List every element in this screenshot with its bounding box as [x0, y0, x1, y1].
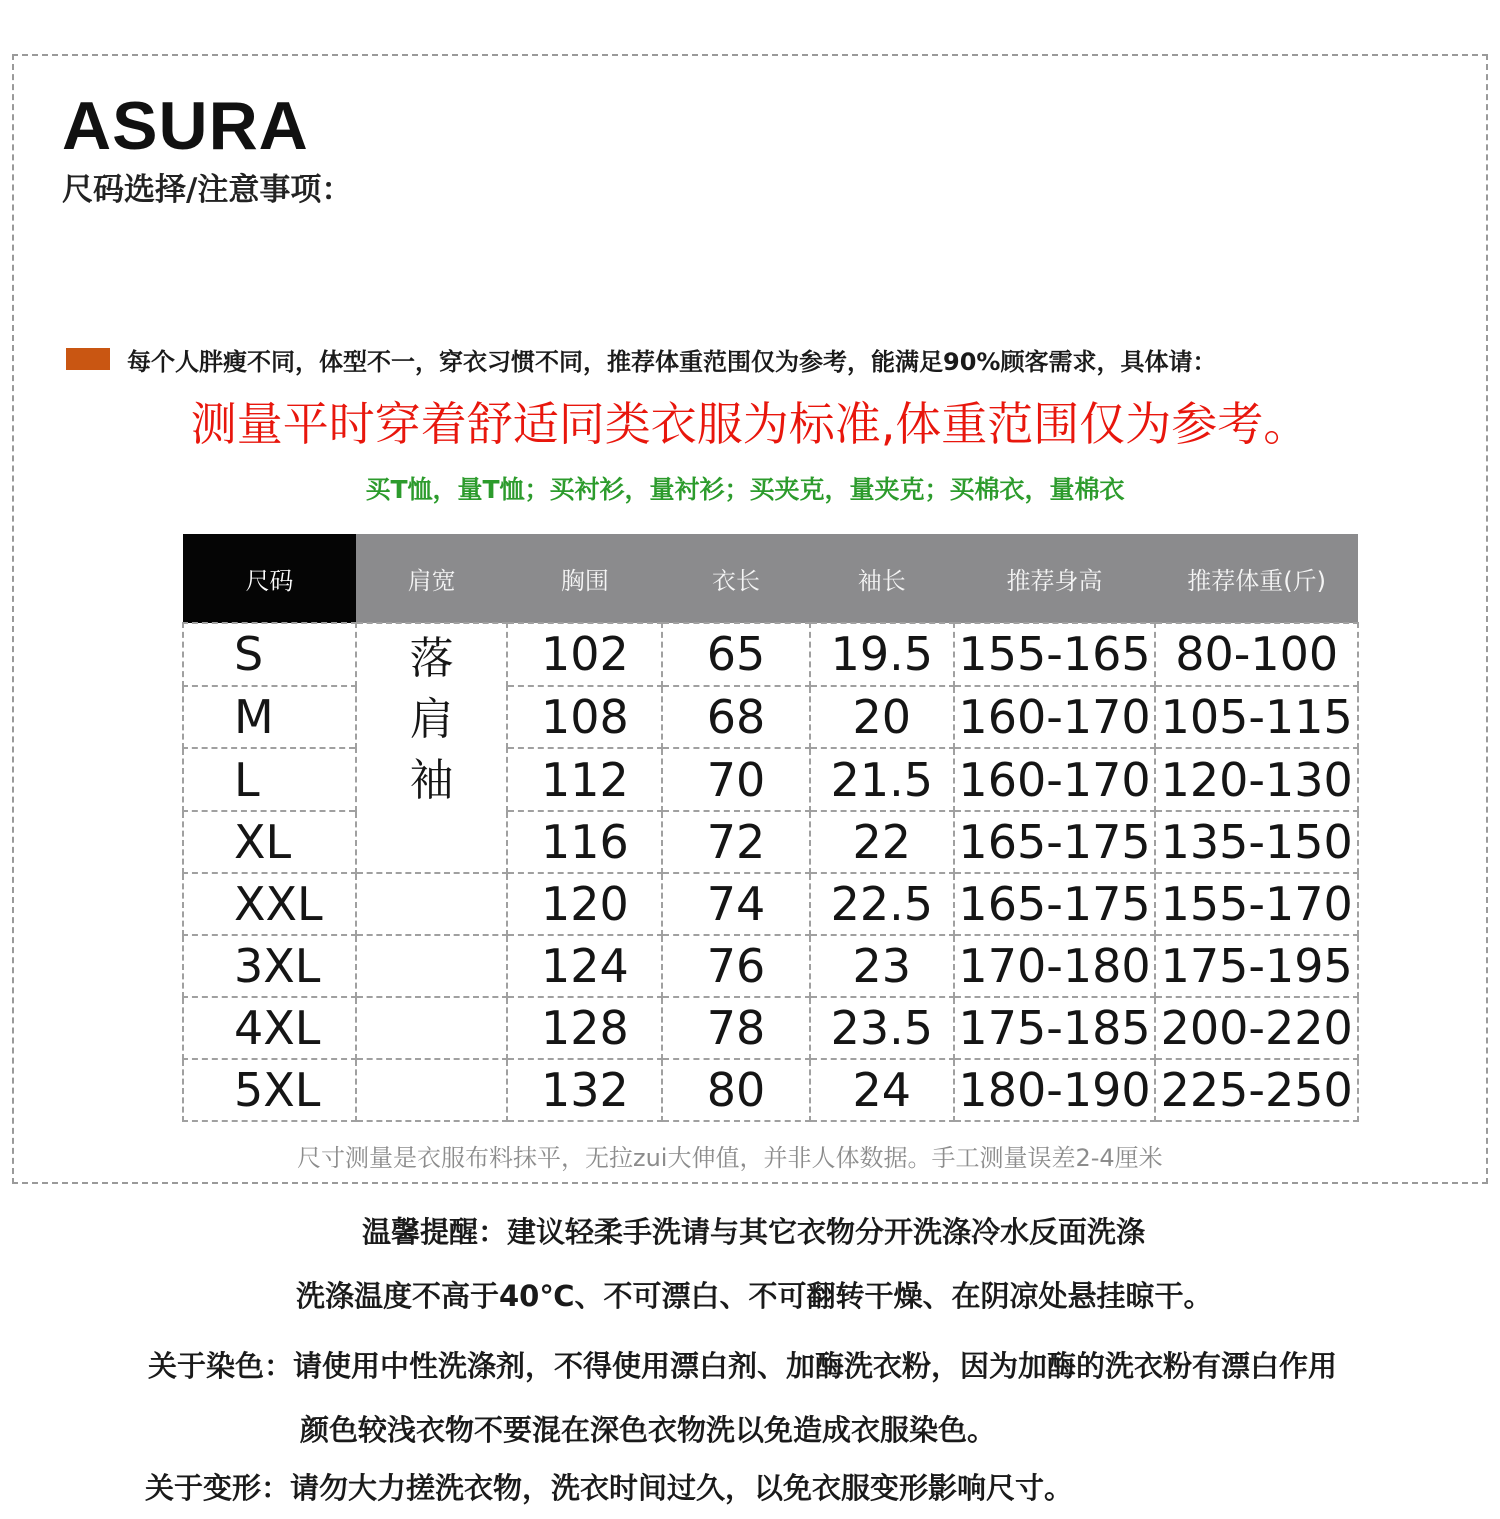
weight-cell: 155-170 — [1155, 873, 1358, 935]
measurement-tip: 买T恤，量T恤；买衬衫，量衬衫；买夹克，量夹克；买棉衣，量棉衣 — [365, 475, 1125, 504]
notice-text: 每个人胖瘦不同，体型不一，穿衣习惯不同，推荐体重范围仅为参考，能满足90%顾客需求，具体请： — [127, 348, 1217, 376]
height-cell: 155-165 — [954, 623, 1156, 686]
sleeve-cell: 19.5 — [810, 623, 954, 686]
header-shoulder: 肩宽 — [356, 534, 508, 623]
weight-cell: 135-150 — [1155, 811, 1358, 873]
header-sleeve: 袖长 — [810, 534, 954, 623]
brand-logo: ASURA — [62, 88, 309, 164]
care-tip-line-2: 洗涤温度不高于40℃、不可漂白、不可翻转干燥、在阴凉处悬挂晾干。 — [296, 1279, 1213, 1313]
measurement-emphasis: 测量平时穿着舒适同类衣服为标准,体重范围仅为参考。 — [190, 397, 1310, 451]
height-cell: 160-170 — [954, 748, 1156, 811]
length-cell: 74 — [662, 873, 810, 935]
size-row — [183, 1059, 1358, 1121]
size-table — [182, 534, 1359, 1122]
shoulder-empty-cell — [356, 997, 508, 1059]
length-cell: 72 — [662, 811, 810, 873]
chest-cell: 116 — [507, 811, 662, 873]
size-cell: 4XL — [183, 997, 356, 1059]
care-deform-line: 关于变形：请勿大力搓洗衣物，洗衣时间过久，以免衣服变形影响尺寸。 — [145, 1471, 1074, 1505]
length-cell: 80 — [662, 1059, 810, 1121]
care-dye-line-1: 关于染色：请使用中性洗涤剂，不得使用漂白剂、加酶洗衣粉，因为加酶的洗衣粉有漂白作用 — [148, 1349, 1338, 1383]
size-cell: 5XL — [183, 1059, 356, 1121]
size-cell: XL — [183, 811, 356, 873]
sleeve-cell: 24 — [810, 1059, 954, 1121]
chest-cell: 112 — [507, 748, 662, 811]
size-cell: S — [183, 623, 356, 686]
size-table-header — [183, 534, 1358, 623]
shoulder-empty-cell — [356, 1059, 508, 1121]
height-cell: 180-190 — [954, 1059, 1156, 1121]
size-row — [183, 935, 1358, 997]
chest-cell: 108 — [507, 686, 662, 749]
height-cell: 165-175 — [954, 873, 1156, 935]
chest-cell: 120 — [507, 873, 662, 935]
sleeve-cell: 23.5 — [810, 997, 954, 1059]
weight-cell: 175-195 — [1155, 935, 1358, 997]
height-cell: 160-170 — [954, 686, 1156, 749]
header-height: 推荐身高 — [954, 534, 1156, 623]
measurement-footnote: 尺寸测量是衣服布料抹平，无拉zui大伸值，并非人体数据。手工测量误差2-4厘米 — [297, 1144, 1163, 1172]
length-cell: 78 — [662, 997, 810, 1059]
size-cell: XXL — [183, 873, 356, 935]
header-size: 尺码 — [183, 534, 356, 623]
size-row — [183, 873, 1358, 935]
size-cell: M — [183, 686, 356, 749]
header-length: 衣长 — [662, 534, 810, 623]
notice-marker — [66, 348, 110, 370]
care-tip-line-1: 温馨提醒：建议轻柔手洗请与其它衣物分开洗涤冷水反面洗涤 — [362, 1215, 1146, 1249]
length-cell: 76 — [662, 935, 810, 997]
sleeve-cell: 20 — [810, 686, 954, 749]
weight-cell: 120-130 — [1155, 748, 1358, 811]
size-cell: 3XL — [183, 935, 356, 997]
sleeve-cell: 22.5 — [810, 873, 954, 935]
care-dye-line-2: 颜色较浅衣物不要混在深色衣物洗以免造成衣服染色。 — [300, 1413, 997, 1447]
chest-cell: 132 — [507, 1059, 662, 1121]
shoulder-empty-cell — [356, 935, 508, 997]
sleeve-cell: 22 — [810, 811, 954, 873]
height-cell: 175-185 — [954, 997, 1156, 1059]
weight-cell: 105-115 — [1155, 686, 1358, 749]
weight-cell: 225-250 — [1155, 1059, 1358, 1121]
size-cell: L — [183, 748, 356, 811]
page-subtitle: 尺码选择/注意事项： — [62, 172, 353, 208]
length-cell: 70 — [662, 748, 810, 811]
height-cell: 170-180 — [954, 935, 1156, 997]
size-row — [183, 811, 1358, 873]
length-cell: 65 — [662, 623, 810, 686]
weight-cell: 80-100 — [1155, 623, 1358, 686]
weight-cell: 200-220 — [1155, 997, 1358, 1059]
chest-cell: 102 — [507, 623, 662, 686]
shoulder-note-cell: 落 肩 袖 — [356, 623, 508, 811]
sleeve-cell: 21.5 — [810, 748, 954, 811]
size-row — [183, 997, 1358, 1059]
length-cell: 68 — [662, 686, 810, 749]
shoulder-empty-cell — [356, 873, 508, 935]
height-cell: 165-175 — [954, 811, 1156, 873]
chest-cell: 128 — [507, 997, 662, 1059]
sleeve-cell: 23 — [810, 935, 954, 997]
chest-cell: 124 — [507, 935, 662, 997]
header-chest: 胸围 — [507, 534, 662, 623]
shoulder-empty-cell — [356, 811, 508, 873]
header-weight: 推荐体重(斤) — [1155, 534, 1358, 623]
size-row — [183, 623, 1358, 686]
